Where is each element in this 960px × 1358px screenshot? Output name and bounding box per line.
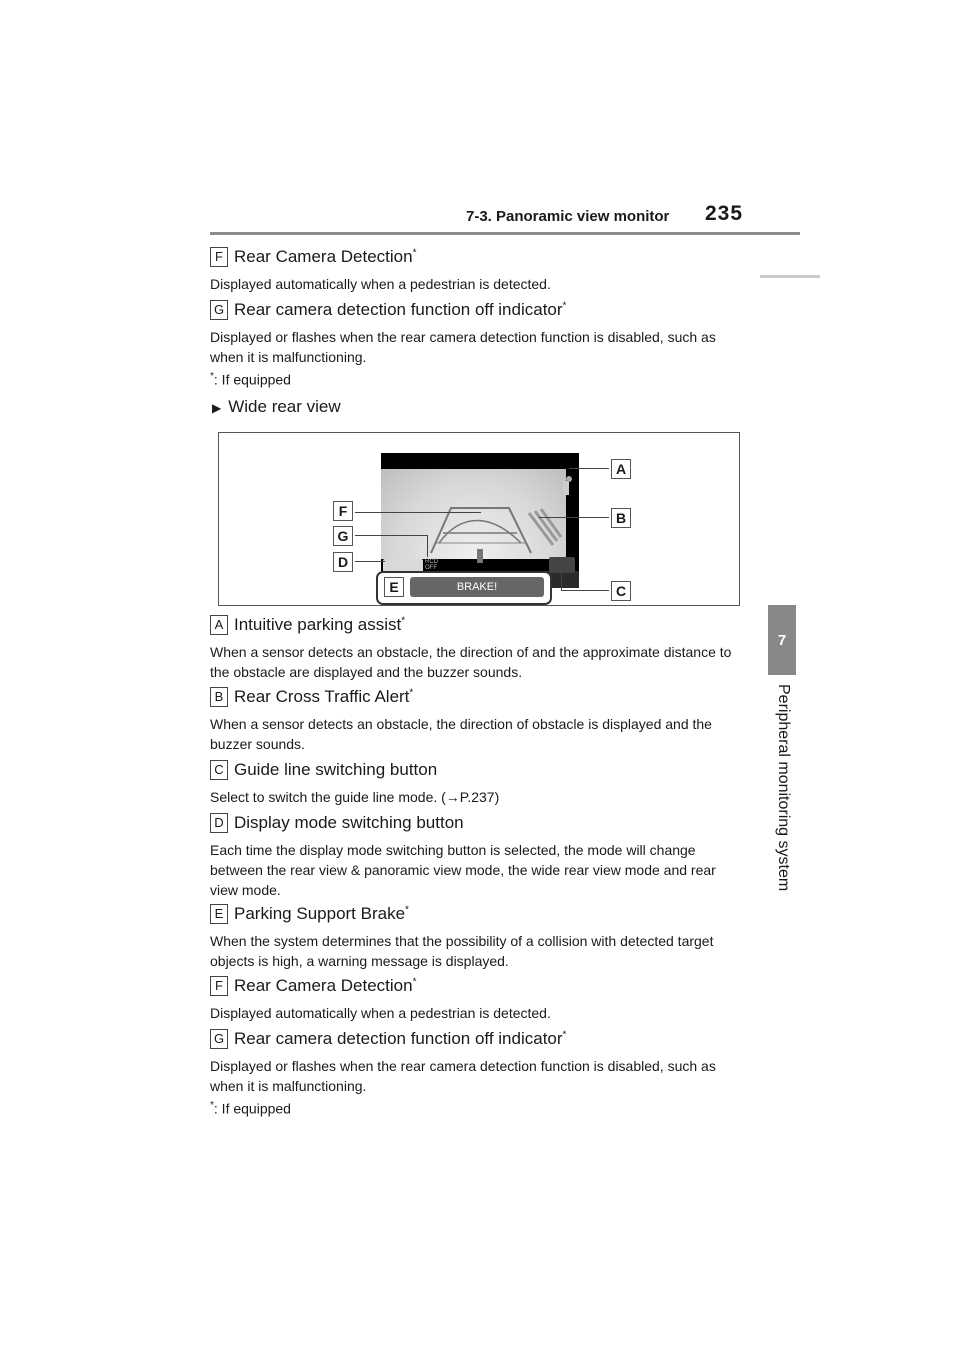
- item-badge: C: [210, 760, 228, 780]
- figure-label-c: C: [611, 581, 631, 601]
- item-guide-line-switching: [210, 760, 745, 807]
- leader-line-c-vertical: [561, 561, 562, 590]
- leader-line-f: [355, 512, 481, 513]
- section-title: 7-3. Panoramic view monitor: [466, 208, 670, 225]
- side-rule: [760, 275, 820, 278]
- item-badge: F: [210, 247, 228, 267]
- item-badge: G: [210, 1029, 228, 1049]
- chapter-tab[interactable]: 7: [768, 605, 796, 675]
- item-description-link[interactable]: Select to switch the guide line mode. (→P.237): [210, 789, 500, 805]
- item-badge: A: [210, 615, 228, 635]
- footnote-bottom: *: If equipped: [210, 1100, 291, 1117]
- item-description: Displayed or flashes when the rear camera detection function is disabled, such as when it is malfunctioning.: [210, 329, 716, 365]
- leader-line-g: [355, 535, 427, 536]
- item-description: Displayed or flashes when the rear camera detection function is disabled, such as when it is malfunctioning.: [210, 1058, 716, 1094]
- leader-line-g-vertical: [427, 535, 428, 557]
- subheading-wide-rear-view: ▶ Wide rear view: [212, 397, 341, 416]
- item-description: Each time the display mode switching button is selected, the mode will change between the rear view & panoramic view mode, the wide rear view mode and rear view mode.: [210, 842, 716, 898]
- item-title: Rear Camera Detection*: [234, 247, 417, 266]
- item-title: Rear camera detection function off indicator*: [234, 1029, 567, 1048]
- item-title: Rear Camera Detection*: [234, 976, 417, 995]
- rcd-off-indicator: RCD OFF: [425, 559, 438, 571]
- figure-label-a: A: [611, 459, 631, 479]
- item-badge: E: [210, 904, 228, 924]
- item-description: When the system determines that the possibility of a collision with detected target objects is high, a warning message is displayed.: [210, 933, 714, 969]
- item-title: Display mode switching button: [234, 813, 464, 832]
- page-number: 235: [705, 202, 744, 225]
- item-description: Displayed automatically when a pedestrian is detected.: [210, 276, 551, 292]
- camera-screen: [381, 453, 579, 588]
- triangle-bullet-icon: ▶: [212, 401, 222, 415]
- item-rear-camera-detection: [210, 976, 745, 1023]
- figure-label-e: E: [384, 577, 404, 597]
- item-description: Displayed automatically when a pedestrian is detected.: [210, 1005, 551, 1021]
- item-intuitive-parking-assist: [210, 615, 745, 682]
- brake-message: BRAKE!: [410, 577, 544, 597]
- item-rcd-off-indicator: [210, 1029, 745, 1096]
- brake-callout: [376, 571, 552, 605]
- item-rear-camera-detection-top: [210, 247, 745, 294]
- item-title: Rear camera detection function off indicator*: [234, 300, 567, 319]
- item-title: Guide line switching button: [234, 760, 438, 779]
- leader-line-c: [561, 590, 609, 591]
- leader-line-a: [569, 468, 609, 469]
- header-rule: [210, 232, 800, 235]
- chapter-title: [771, 684, 795, 914]
- item-description: When a sensor detects an obstacle, the direction of obstacle is displayed and the buzzer sounds.: [210, 716, 712, 752]
- footnote-top: *: If equipped: [210, 371, 291, 388]
- item-badge: G: [210, 300, 228, 320]
- item-parking-support-brake: [210, 904, 745, 971]
- leader-line-d: [355, 561, 385, 562]
- wide-rear-view-figure: [218, 432, 740, 606]
- figure-label-b: B: [611, 508, 631, 528]
- item-badge: F: [210, 976, 228, 996]
- figure-label-f: F: [333, 501, 353, 521]
- item-title: Rear Cross Traffic Alert*: [234, 687, 414, 706]
- figure-label-g: G: [333, 526, 353, 546]
- item-rear-cross-traffic-alert: [210, 687, 745, 754]
- item-title: Parking Support Brake*: [234, 904, 409, 923]
- leader-line-b: [539, 517, 609, 518]
- item-title: Intuitive parking assist*: [234, 615, 406, 634]
- item-description: When a sensor detects an obstacle, the direction of and the approximate distance to the obstacle are displayed and the buzzer sounds.: [210, 644, 732, 680]
- figure-label-d: D: [333, 552, 353, 572]
- item-badge: D: [210, 813, 228, 833]
- item-rcd-off-indicator-top: [210, 300, 745, 367]
- guide-line-switching-button[interactable]: [549, 557, 575, 573]
- item-badge: B: [210, 687, 228, 707]
- chapter-title-text: Peripheral monitoring system: [775, 684, 792, 892]
- item-display-mode-switching: [210, 813, 745, 900]
